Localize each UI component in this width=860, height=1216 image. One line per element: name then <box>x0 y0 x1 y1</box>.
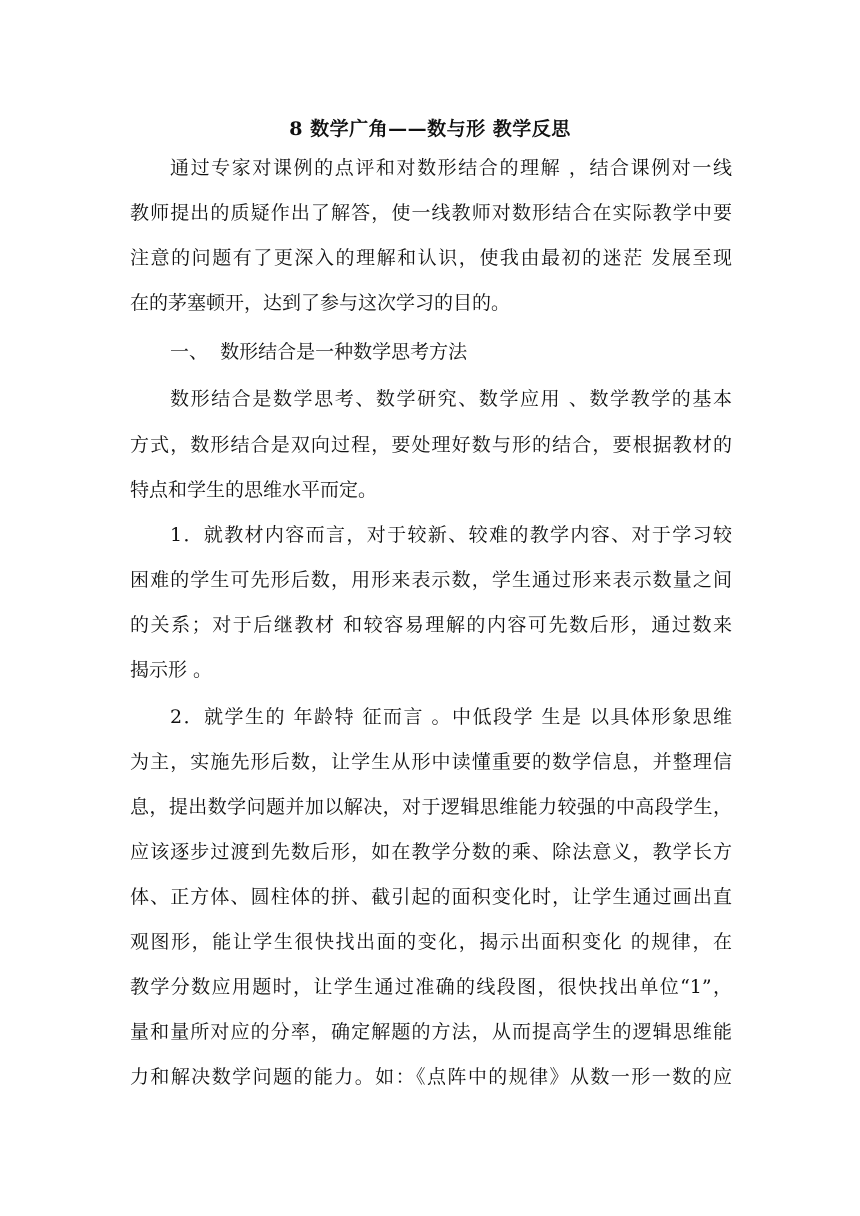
text-line: 力和解决数学问题的能力。如：《点阵中的规律》从数一形一数的应 <box>130 1066 732 1088</box>
text-line: 的关系；对于后继教材 和较容易理解的内容可先数后形，通过数来 <box>130 614 732 636</box>
text-line: 揭示形 。 <box>130 659 213 681</box>
text-line: 2．就学生的 年龄特 征而言 。中低段学 生是 以具体形象思维 <box>170 706 732 728</box>
document-title: 8 数学广角——数与形 教学反思 <box>289 118 571 140</box>
text-line: 应该逐步过渡到先数后形，如在教学分数的乘、除法意义，教学长方 <box>130 841 732 863</box>
text-line: 在的茅塞顿开，达到了参与这次学习的目的。 <box>130 292 511 314</box>
text-line: 通过专家对课例的点评和对数形结合的理解 ，结合课例对一线 <box>170 157 732 179</box>
text-line: 体、正方体、圆柱体的拼、截引起的面积变化时，让学生通过画出直 <box>130 886 732 908</box>
text-line: 为主，实施先形后数，让学生从形中读懂重要的数学信息，并整理信 <box>130 751 732 773</box>
text-line: 1．就教材内容而言，对于较新、较难的教学内容、对于学习较 <box>170 524 732 546</box>
text-line: 观图形，能让学生很快找出面的变化，揭示出面积变化 的规律，在 <box>130 931 732 953</box>
text-line: 困难的学生可先形后数，用形来表示数，学生通过形来表示数量之间 <box>130 569 732 591</box>
text-line: 量和量所对应的分率，确定解题的方法，从而提高学生的逻辑思维能 <box>130 1021 732 1043</box>
text-line: 教学分数应用题时，让学生通过准确的线段图，很快找出单位“1”， <box>130 976 732 998</box>
text-line: 一、 数形结合是一种数学思考方法 <box>170 341 468 363</box>
text-line: 方式，数形结合是双向过程，要处理好数与形的结合，要根据教材的 <box>130 434 732 456</box>
text-line: 息，提出数学问题并加以解决，对于逻辑思维能力较强的中高段学生， <box>130 796 732 818</box>
text-line: 特点和学生的思维水平而定。 <box>130 479 378 501</box>
text-line: 教师提出的质疑作出了解答，使一线教师对数形结合在实际教学中要 <box>130 202 732 224</box>
text-line: 数形结合是数学思考、数学研究、数学应用 、数学教学的基本 <box>170 388 732 410</box>
text-line: 注意的问题有了更深入的理解和认识，使我由最初的迷茫 发展至现 <box>130 247 732 269</box>
